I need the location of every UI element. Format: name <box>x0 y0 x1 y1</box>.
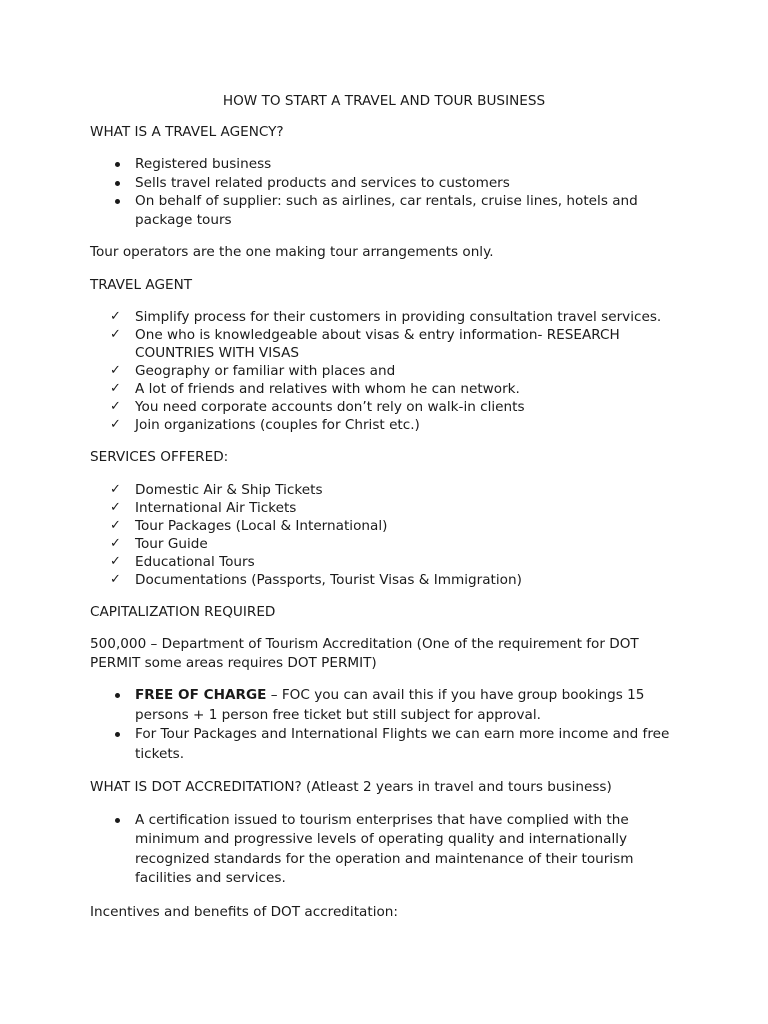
checkmark-icon: ✓ <box>110 553 121 569</box>
section-heading-dot-accreditation: WHAT IS DOT ACCREDITATION? (Atleast 2 years in travel and tours business) <box>90 779 612 795</box>
list-item: ✓ Tour Guide <box>110 535 208 552</box>
list-item: ✓ A lot of friends and relatives with whom he can network. <box>110 381 520 397</box>
travel-agency-list <box>90 155 678 229</box>
checkmark-icon: ✓ <box>110 363 121 378</box>
list-item: ✓ Geography or familiar with places and <box>110 363 396 379</box>
list-item: ✓ Educational Tours <box>110 553 255 570</box>
list-item: FREE OF CHARGE – FOC you can avail this if you have group bookings 15 persons + 1 person free ticket but still subject for approval. <box>90 686 678 725</box>
bullet-dot-icon <box>115 181 120 186</box>
bullet-dot-icon <box>115 693 120 698</box>
list-item: ✓ International Air Tickets <box>110 499 297 516</box>
incentives-text: Incentives and benefits of DOT accreditation: <box>90 903 398 920</box>
checkmark-icon: ✓ <box>110 309 121 324</box>
bullet-dot-icon <box>115 818 120 823</box>
document-title: HOW TO START A TRAVEL AND TOUR BUSINESS <box>222 93 546 109</box>
list-item: On behalf of supplier: such as airlines, car rentals, cruise lines, hotels and package tours <box>90 192 678 229</box>
section-heading-capitalization: CAPITALIZATION REQUIRED <box>90 603 276 620</box>
checkmark-icon: ✓ <box>110 571 121 587</box>
list-item: ✓ Documentations (Passports, Tourist Visas & Immigration) <box>110 571 522 588</box>
checkmark-icon: ✓ <box>110 417 121 432</box>
list-item: Sells travel related products and services to customers <box>90 174 678 193</box>
checkmark-icon: ✓ <box>110 481 121 497</box>
list-item: For Tour Packages and International Flights we can earn more income and free tickets. <box>90 725 678 764</box>
list-item: A certification issued to tourism enterprises that have complied with the minimum and progressive levels of operating quality and internationally recognized standards for the operation and maintenance of their tourism facilities and services. <box>90 811 678 889</box>
list-item: ✓ You need corporate accounts don’t rely on walk-in clients <box>110 399 525 415</box>
bullet-dot-icon <box>115 162 120 167</box>
checkmark-icon: ✓ <box>110 517 121 533</box>
section-heading-travel-agent: TRAVEL AGENT <box>90 276 193 293</box>
checkmark-icon: ✓ <box>110 327 121 342</box>
capitalization-list <box>90 686 678 764</box>
section-heading-travel-agency: WHAT IS A TRAVEL AGENCY? <box>90 123 284 140</box>
free-of-charge-label: FREE OF CHARGE <box>135 687 267 703</box>
bullet-dot-icon <box>115 199 120 204</box>
capitalization-paragraph: 500,000 – Department of Tourism Accreditation (One of the requirement for DOT PERMIT some areas requires DOT PERMIT) <box>90 636 639 671</box>
list-item: ✓ Tour Packages (Local & International) <box>110 517 388 534</box>
checkmark-icon: ✓ <box>110 381 121 396</box>
bullet-dot-icon <box>115 732 120 737</box>
services-offered-list <box>90 481 678 589</box>
list-item: ✓ One who is knowledgeable about visas & entry information- RESEARCH COUNTRIES WITH VISAS <box>110 327 620 361</box>
checkmark-icon: ✓ <box>110 535 121 551</box>
list-item: Registered business <box>90 155 678 174</box>
list-item: ✓ Simplify process for their customers in providing consultation travel services. <box>110 309 662 325</box>
list-item: ✓ Join organizations (couples for Christ etc.) <box>110 417 420 433</box>
list-item: ✓ Domestic Air & Ship Tickets <box>110 481 323 498</box>
checkmark-icon: ✓ <box>110 399 121 414</box>
travel-agent-list <box>90 308 678 434</box>
checkmark-icon: ✓ <box>110 499 121 515</box>
section-heading-services-offered: SERVICES OFFERED: <box>90 449 229 465</box>
dot-accreditation-list <box>90 811 678 889</box>
tour-operators-text: Tour operators are the one making tour arrangements only. <box>90 244 494 260</box>
